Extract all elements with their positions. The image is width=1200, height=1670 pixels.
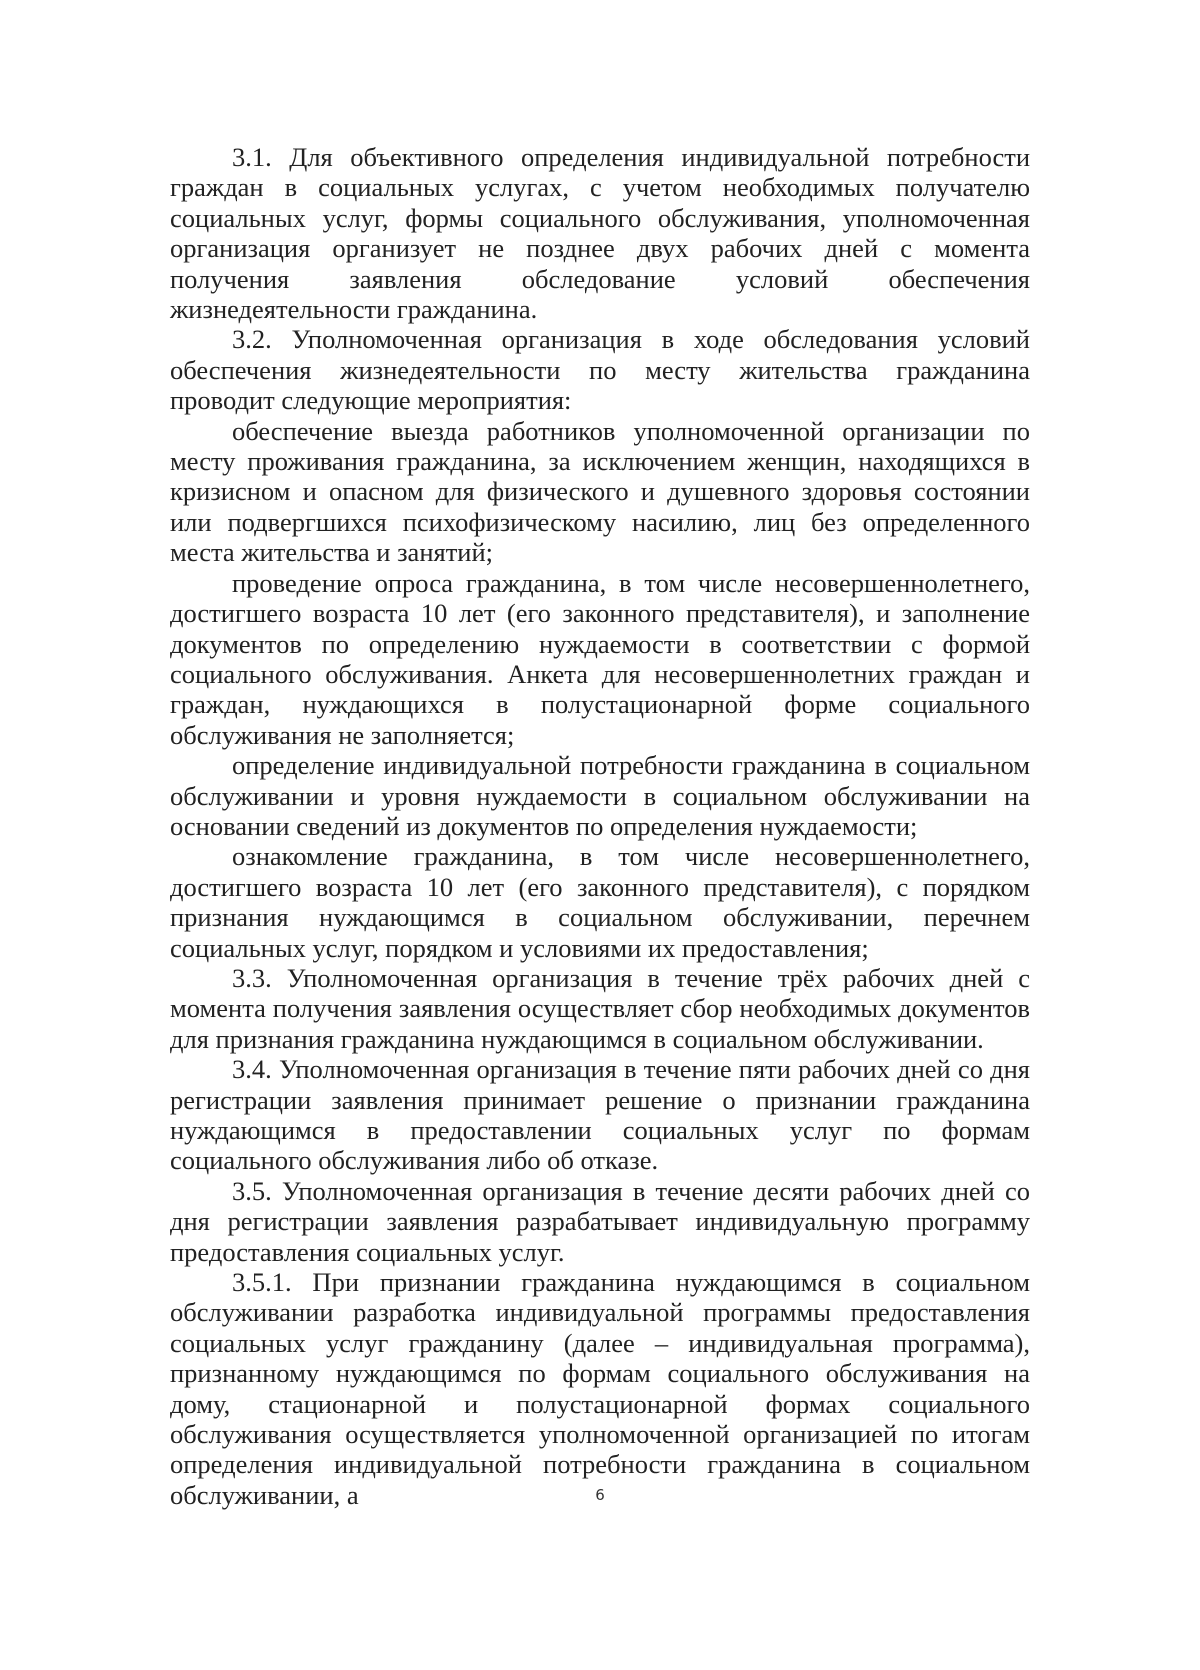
paragraph-visit: обеспечение выезда работников уполномоченной организации по месту проживания гражданина, за исключением женщин, находящихся в кризисном и опасном для физического и душевного здоровья состоянии или подвергшихся психофизическому насилию, лиц без определенного места жительства и занятий; xyxy=(170,415,1030,568)
paragraph-familiarization: ознакомление гражданина, в том числе несовершеннолетнего, достигшего возраста 10 лет (его законного представителя), с порядком признания нуждающимся в социальном обслуживании, перечнем социальных услуг, порядком и условиями их предоставления; xyxy=(170,841,1030,963)
paragraph-3-4: 3.4. Уполномоченная организация в течение пяти рабочих дней со дня регистрации заявления принимает решение о признании гражданина нуждающимся в предоставлении социальных услуг по формам социального обслуживания либо об отказе. xyxy=(170,1054,1030,1176)
document-body xyxy=(170,142,1030,1510)
paragraph-3-2: 3.2. Уполномоченная организация в ходе обследования условий обеспечения жизнедеятельности по месту жительства гражданина проводит следующие мероприятия: xyxy=(170,324,1030,416)
paragraph-3-3: 3.3. Уполномоченная организация в течение трёх рабочих дней с момента получения заявления осуществляет сбор необходимых документов для признания гражданина нуждающимся в социальном обслуживании. xyxy=(170,962,1030,1054)
paragraph-survey: проведение опроса гражданина, в том числе несовершеннолетнего, достигшего возраста 10 лет (его законного представителя), и заполнение документов по определению нуждаемости в соответствии с формой социального обслуживания. Анкета для несовершеннолетних граждан и граждан, нуждающихся в полустационарной форме социального обслуживания не заполняется; xyxy=(170,567,1030,750)
page-number: 6 xyxy=(595,1486,605,1504)
paragraph-3-1: 3.1. Для объективного определения индивидуальной потребности граждан в социальных услугах, с учетом необходимых получателю социальных услуг, формы социального обслуживания, уполномоченная организация организует не позднее двух рабочих дней с момента получения заявления обследование условий обеспечения жизнедеятельности гражданина. xyxy=(170,142,1030,325)
paragraph-3-5: 3.5. Уполномоченная организация в течение десяти рабочих дней со дня регистрации заявления разрабатывает индивидуальную программу предоставления социальных услуг. xyxy=(170,1175,1030,1267)
paragraph-3-5-1: 3.5.1. При признании гражданина нуждающимся в социальном обслуживании разработка индивидуальной программы предоставления социальных услуг гражданину (далее – индивидуальная программа), признанному нуждающимся по формам социального обслуживания на дому, стационарной и полустационарной формах социального обслуживания осуществляется уполномоченной организацией по итогам определения индивидуальной потребности гражданина в социальном обслуживании, а xyxy=(170,1267,1030,1510)
paragraph-determination: определение индивидуальной потребности гражданина в социальном обслуживании и уровня нуждаемости в социальном обслуживании на основании сведений из документов по определения нуждаемости; xyxy=(170,750,1030,841)
